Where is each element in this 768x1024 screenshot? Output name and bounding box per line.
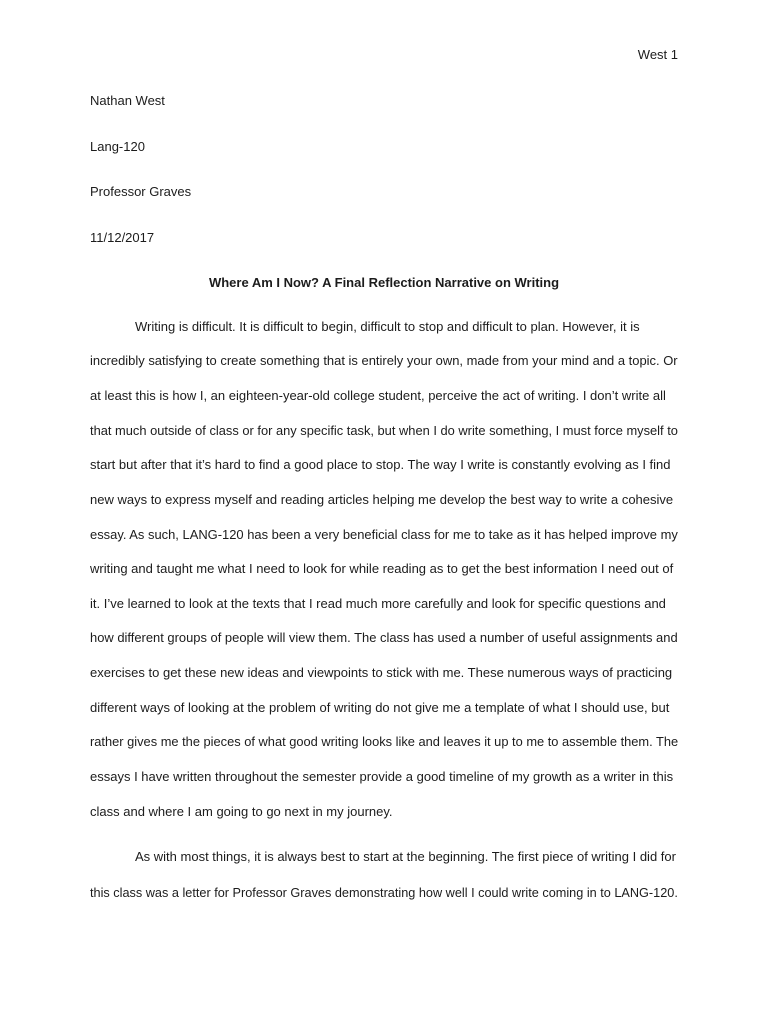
paragraph-line: As with most things, it is always best to start at the beginning. The first piece of writing I did for	[135, 849, 676, 864]
essay-date: 11/12/2017	[90, 230, 155, 245]
paragraph-line: incredibly satisfying to create something that is entirely your own, made from your mind and a topic. Or	[90, 353, 678, 368]
paragraph-line: exercises to get these new ideas and viewpoints to stick with me. These numerous ways of practicing	[90, 665, 673, 680]
page-label: West 1	[637, 47, 678, 62]
paragraph-line: different ways of looking at the problem of writing do not give me a template of what I should use, but	[90, 700, 670, 715]
paragraph-line: rather gives me the pieces of what good writing looks like and leaves it up to me to assemble them. The	[90, 734, 679, 749]
paragraph-line: this class was a letter for Professor Graves demonstrating how well I could write coming in to LANG-120.	[90, 885, 678, 900]
paragraph-line: it. I’ve learned to look at the texts that I read much more carefully and look for specific questions and	[90, 596, 666, 611]
paragraph-line: that much outside of class or for any specific task, but when I do write something, I must force myself to	[90, 423, 678, 438]
instructor-name: Professor Graves	[90, 184, 192, 199]
paragraph-line: new ways to express myself and reading articles helping me develop the best way to write a cohesive	[90, 492, 674, 507]
essay-title: Where Am I Now? A Final Reflection Narrative on Writing	[208, 275, 560, 290]
paragraph-line: essay. As such, LANG-120 has been a very beneficial class for me to take as it has helped improve my	[90, 527, 678, 542]
course-name: Lang-120	[90, 139, 145, 154]
running-header	[558, 46, 678, 64]
paragraph-line: class and where I am going to go next in my journey.	[90, 804, 393, 819]
paragraph-line: essays I have written throughout the semester provide a good timeline of my growth as a writer in this	[90, 769, 674, 784]
paragraph-line: writing and taught me what I need to look for while reading as to get the best information I need out of	[90, 561, 674, 576]
paragraph-line: Writing is difficult. It is difficult to begin, difficult to stop and difficult to plan. However, it is	[135, 319, 640, 334]
paragraph-line: start but after that it’s hard to find a good place to stop. The way I write is constantly evolving as I find	[90, 457, 671, 472]
author-name: Nathan West	[90, 93, 165, 108]
paragraph-line: how different groups of people will view them. The class has used a number of useful assignments and	[90, 630, 678, 645]
paragraph-line: at least this is how I, an eighteen-year-old college student, perceive the act of writing. I don’t write all	[90, 388, 666, 403]
